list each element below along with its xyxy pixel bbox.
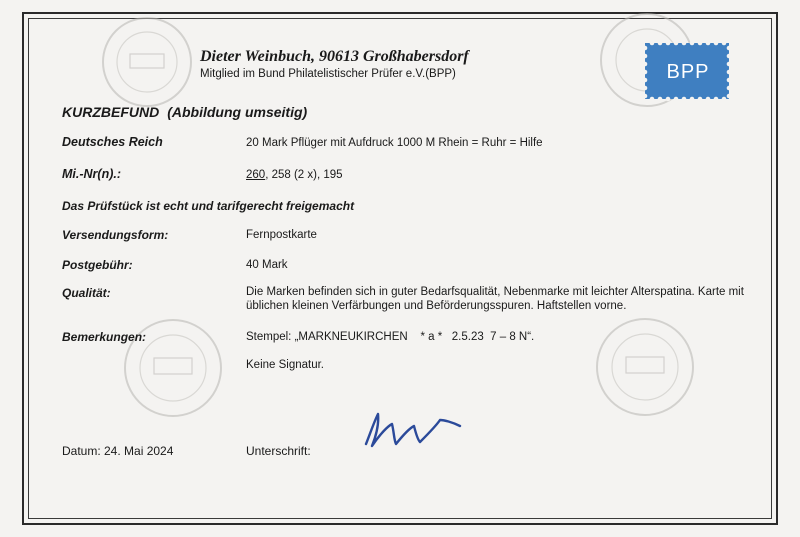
country-value: 20 Mark Pflüger mit Aufdruck 1000 M Rhein = Ruhr = Hilfe bbox=[246, 137, 543, 149]
gebuehr-label: Postgebühr: bbox=[62, 258, 133, 272]
remarks-label: Bemerkungen: bbox=[62, 330, 147, 344]
catalog-number-value bbox=[246, 169, 343, 181]
examiner-membership: Mitglied im Bund Philatelistischer Prüfer e.V.(BPP) bbox=[200, 68, 456, 80]
gebuehr-value: 40 Mark bbox=[246, 259, 288, 271]
date-text: Datum: 24. Mai 2024 bbox=[62, 444, 174, 458]
bpp-logo bbox=[642, 40, 732, 102]
catalog-number-label: Mi.-Nr(n).: bbox=[62, 167, 122, 181]
versand-label: Versendungsform: bbox=[62, 228, 169, 242]
examiner-name: Dieter Weinbuch, 90613 Großhabersdorf bbox=[200, 48, 469, 65]
embossed-stamp-mid-right bbox=[590, 314, 700, 420]
country-label: Deutsches Reich bbox=[62, 135, 163, 149]
catalog-number-rest: , 258 (2 x), 195 bbox=[265, 169, 343, 181]
handwritten-signature bbox=[360, 404, 470, 454]
quality-label: Qualität: bbox=[62, 286, 111, 300]
catalog-number-main: 260 bbox=[246, 169, 266, 181]
embossed-stamp-top-left bbox=[92, 14, 202, 110]
report-title bbox=[62, 104, 307, 120]
remarks-value: Stempel: „MARKNEUKIRCHEN * a * 2.5.23 7 – 8 N“. bbox=[246, 331, 535, 343]
signature-note: Keine Signatur. bbox=[246, 359, 325, 371]
versand-value: Fernpostkarte bbox=[246, 229, 317, 241]
signature-label: Unterschrift: bbox=[246, 444, 311, 458]
report-title-note: (Abbildung umseitig) bbox=[167, 104, 308, 120]
verdict-text: Das Prüfstück ist echt und tarifgerecht freigemacht bbox=[62, 199, 355, 213]
quality-value: Die Marken befinden sich in guter Bedarfsqualität, Nebenmarke mit leichter Alterspatina. Karte mit üblichen kleinen Verfärbungen und Beförderungsspuren. Haftstellen vorne. bbox=[246, 286, 744, 312]
report-title-main: KURZBEFUND bbox=[62, 104, 160, 120]
bpp-logo-text: BPP bbox=[666, 61, 710, 83]
